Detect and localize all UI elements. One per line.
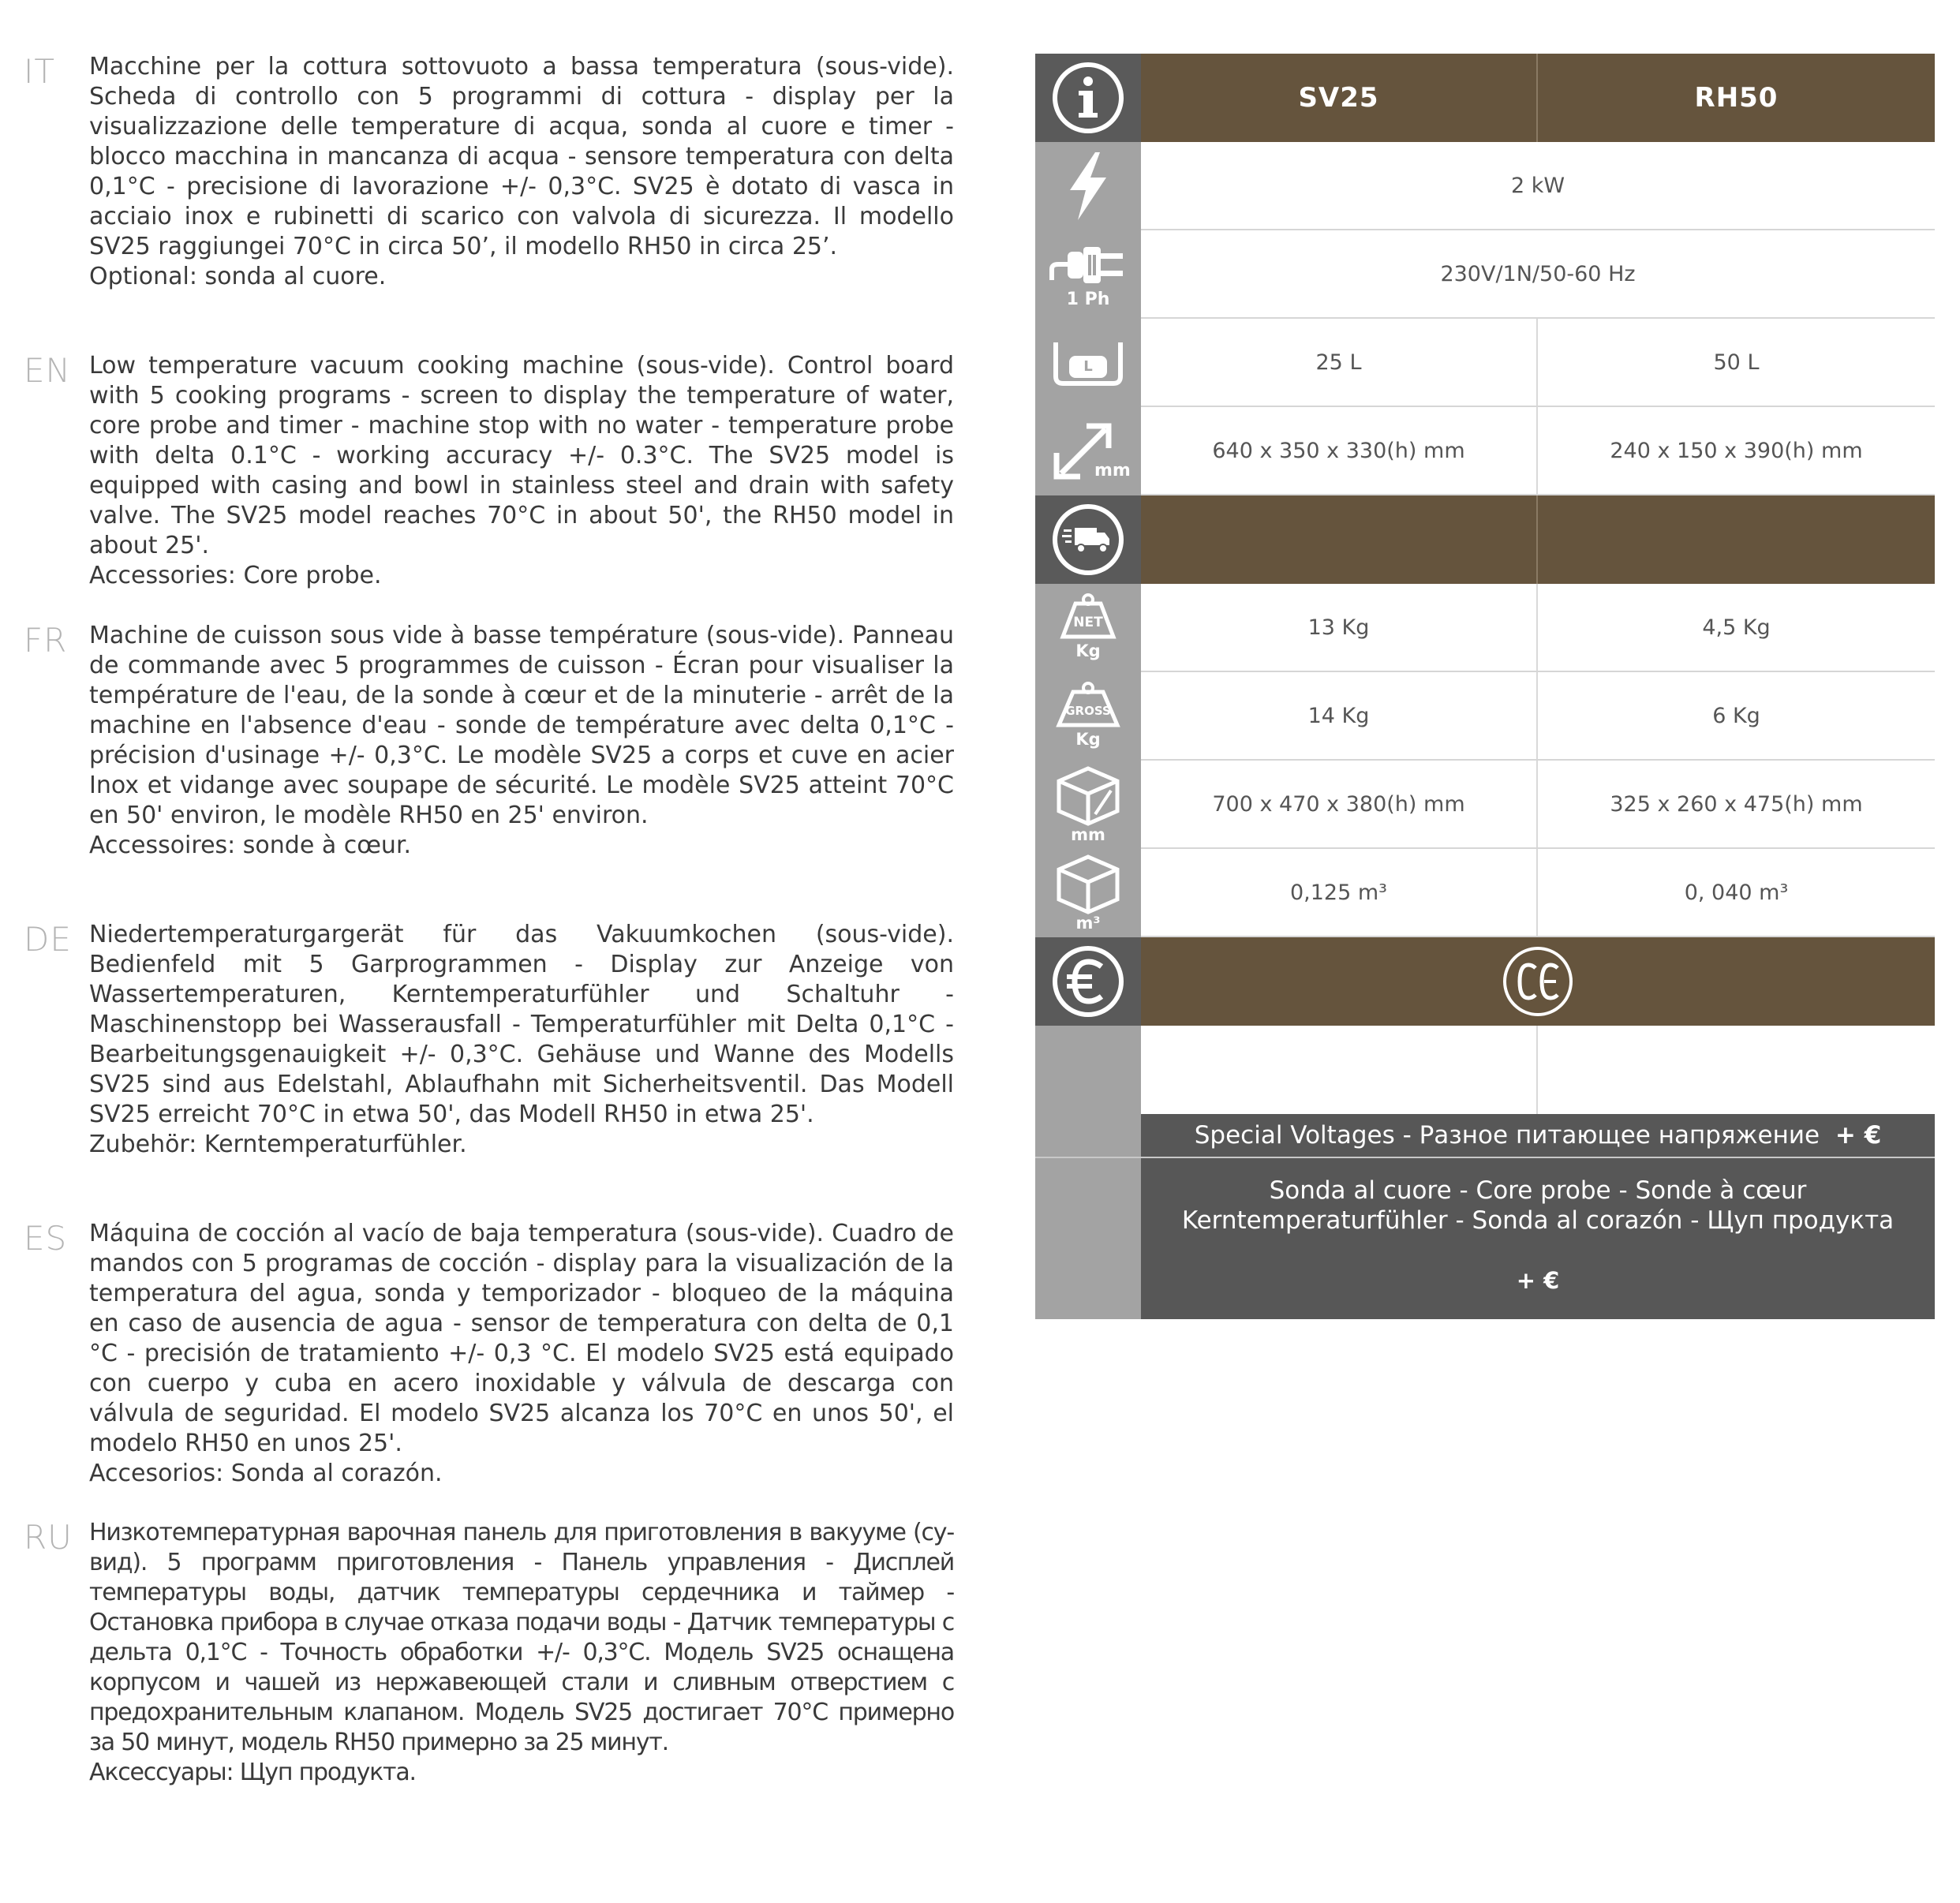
dimensions-rh50: 240 x 150 x 390(h) mm	[1610, 438, 1863, 463]
header-row	[1035, 54, 1935, 142]
capacity-row	[1035, 319, 1935, 407]
gross-weight-icon	[1035, 672, 1141, 761]
euro-icon	[1035, 937, 1141, 1026]
price-sv25	[1141, 1026, 1538, 1114]
description-text-it: Macchine per la cottura sottovuoto a bassa temperatura (sous-vide). Scheda di controllo con 5 programmi di cottura - display per la visualizzazione delle temperature di acqua, sonda al cuore e timer - blocco macchina in mancanza di acqua - sensore temperatura con delta 0,1°C - precisione di lavorazione +/- 0,3°C. SV25 è dotato di vasca in acciaio inox e rubinetti di scarico con valvola di sicurezza. Il modello SV25 raggiungei 70°C in circa 50’, il modello RH50 in circa 25’.	[89, 53, 954, 260]
dimensions-row	[1035, 407, 1935, 495]
description-es	[0, 1219, 971, 1487]
power-value: 2 kW	[1510, 173, 1565, 198]
shipping-header-rh50	[1538, 495, 1935, 584]
description-fr	[0, 621, 971, 858]
packed-dimensions-row	[1035, 761, 1935, 849]
volume-rh50: 0, 040 m³	[1684, 880, 1789, 905]
special-voltages-band	[1141, 1114, 1935, 1157]
gross-kg-label: Kg	[1075, 730, 1101, 749]
accessories-en: Accessories: Core probe.	[89, 562, 382, 589]
lang-code-es: ES	[24, 1219, 68, 1258]
shipping-header-sv25	[1141, 495, 1538, 584]
packed-dimensions-sv25: 700 x 470 x 380(h) mm	[1141, 761, 1538, 847]
accessories-ru: Аксессуары: Щуп продукта.	[89, 1759, 416, 1786]
volume-icon-label: m³	[1075, 914, 1101, 933]
box-icon-label: mm	[1071, 825, 1105, 844]
special-voltages-text: Special Voltages - Разное питающее напряжение	[1194, 1121, 1820, 1150]
info-icon	[1035, 54, 1141, 142]
gross-weight-row	[1035, 672, 1935, 761]
delivery-truck-icon	[1035, 495, 1141, 584]
tank-capacity-icon	[1035, 319, 1141, 407]
net-weight-icon	[1035, 584, 1141, 672]
description-text-de: Niedertemperaturgargerät für das Vakuumkochen (sous-vide). Bedienfeld mit 5 Garprogrammen - Display zur Anzeige von Wassertemperaturen, Kerntemperaturfühler und Schaltuhr - Maschinenstopp bei Wasserausfall - Temperaturfühler mit Delta 0,1°C - Bearbeitungsgenauigkeit +/- 0,3°C. Gehäuse und Wanne des Modells SV25 sind aus Edelstahl, Ablaufhahn mit Sicherheitsventil. Das Modell SV25 erreicht 70°C in etwa 50', das Modell RH50 in etwa 25'.	[89, 921, 954, 1128]
lang-code-it: IT	[24, 52, 56, 91]
lang-code-en: EN	[24, 351, 71, 390]
options-left-cell	[1035, 1157, 1141, 1319]
lang-code-fr: FR	[24, 621, 68, 660]
plug-icon	[1035, 230, 1141, 319]
special-voltages-left-cell	[1035, 1114, 1141, 1157]
box-volume-icon	[1035, 849, 1141, 937]
price-rh50	[1538, 1026, 1935, 1114]
lang-code-de: DE	[24, 920, 72, 959]
gross-icon-label: GROSS	[1065, 704, 1111, 718]
price-row-label-cell	[1035, 1026, 1141, 1114]
special-voltages-price: + €	[1835, 1121, 1882, 1150]
net-weight-row	[1035, 584, 1935, 672]
accessories-fr: Accessoires: sonde à cœur.	[89, 832, 412, 859]
description-text-fr: Machine de cuisson sous vide à basse température (sous-vide). Panneau de commande avec 5 programmes de cuisson - Écran pour visualiser la température de l'eau, de la sonde à cœur et de la minuterie - arrêt de la machine en l'absence d'eau - sonde de température avec delta 0,1°C - précision d'usinage +/- 0,3°C. Le modèle SV25 a corps et cuve en acier Inox et vidange avec soupape de sécurité. Le modèle SV25 atteint 70°C en 50' environ, le modèle RH50 en 25' environ.	[89, 622, 954, 829]
box-dimensions-icon	[1035, 761, 1141, 849]
dimensions-arrow-icon	[1035, 407, 1141, 495]
price-header-row	[1035, 937, 1935, 1026]
model-header-sv25: SV25	[1141, 54, 1538, 142]
accessories-de: Zubehör: Kerntemperaturfühler.	[89, 1131, 467, 1158]
net-kg-label: Kg	[1075, 641, 1101, 660]
ce-mark-icon	[1141, 937, 1935, 1026]
lightning-icon	[1035, 142, 1141, 230]
voltage-value: 230V/1N/50-60 Hz	[1440, 261, 1636, 286]
model-header-rh50: RH50	[1694, 82, 1779, 114]
capacity-icon-label: L	[1083, 358, 1093, 375]
options-band	[1141, 1157, 1935, 1319]
description-en	[0, 351, 971, 589]
description-text-ru: Низкотемпературная варочная панель для приготовления в вакууме (су-вид). 5 программ приготовления - Панель управления - Дисплей температуры воды, датчик температуры сердечника и таймер - Остановка прибора в случае отказа подачи воды - Датчик температуры с дельта 0,1°C - Точность обработки +/- 0,3°C. Модель SV25 оснащена корпусом и чашей из нержавеющей стали и сливным отверстием с предохранительным клапаном. Модель SV25 достигает 70°C примерно за 50 минут, модель RH50 примерно за 25 минут.	[89, 1519, 954, 1756]
gross-weight-sv25: 14 Kg	[1141, 672, 1538, 759]
dimensions-sv25: 640 x 350 x 330(h) mm	[1141, 407, 1538, 494]
voltage-row	[1035, 230, 1935, 319]
accessories-es: Accesorios: Sonda al corazón.	[89, 1460, 443, 1487]
options-line-1: Sonda al cuore - Core probe - Sonde à cœur	[1269, 1176, 1807, 1205]
options-price: + €	[1516, 1267, 1560, 1294]
lang-code-ru: RU	[24, 1518, 73, 1557]
options-line-2: Kerntemperaturfühler - Sonda al corazón - Щуп продукта	[1181, 1206, 1895, 1235]
capacity-sv25: 25 L	[1141, 319, 1538, 406]
net-weight-sv25: 13 Kg	[1141, 584, 1538, 671]
net-icon-label: NET	[1073, 615, 1103, 630]
accessories-it: Optional: sonda al cuore.	[89, 263, 387, 290]
packed-dimensions-rh50: 325 x 260 x 475(h) mm	[1610, 791, 1863, 817]
description-de	[0, 920, 971, 1157]
description-ru	[0, 1518, 971, 1786]
phase-label: 1 Ph	[1066, 290, 1110, 309]
capacity-rh50: 50 L	[1713, 350, 1760, 375]
description-text-es: Máquina de cocción al vacío de baja temperatura (sous-vide). Cuadro de mandos con 5 programas de cocción - display para la visualización de la temperatura del agua, sonda y temporizador - bloqueo de la máquina en caso de ausencia de agua - sensor de temperatura con delta de 0,1 °C - precisión de tratamiento +/- 0,3 °C. El modelo SV25 está equipado con cuerpo y cuba en acero inoxidable y válvula de descarga con válvula de seguridad. El modelo SV25 alcanza los 70°C en unos 50', el modelo RH50 en unos 25'.	[89, 1220, 954, 1457]
price-row	[1035, 1026, 1935, 1114]
dimensions-icon-label: mm	[1094, 461, 1131, 480]
description-text-en: Low temperature vacuum cooking machine (sous-vide). Control board with 5 cooking programs - screen to display the temperature of water, core probe and timer - machine stop with no water - temperature probe with delta 0.1°C - working accuracy +/- 0.3°C. The SV25 model is equipped with casing and bowl in stainless steel and drain with safety valve. The SV25 model reaches 70°C in about 50', the RH50 model in about 25'.	[89, 352, 954, 559]
net-weight-rh50: 4,5 Kg	[1702, 615, 1771, 640]
power-row	[1035, 142, 1935, 230]
gross-weight-rh50: 6 Kg	[1712, 703, 1760, 728]
description-it	[0, 52, 971, 289]
volume-row	[1035, 849, 1935, 937]
volume-sv25: 0,125 m³	[1141, 849, 1538, 936]
shipping-header-row	[1035, 495, 1935, 584]
